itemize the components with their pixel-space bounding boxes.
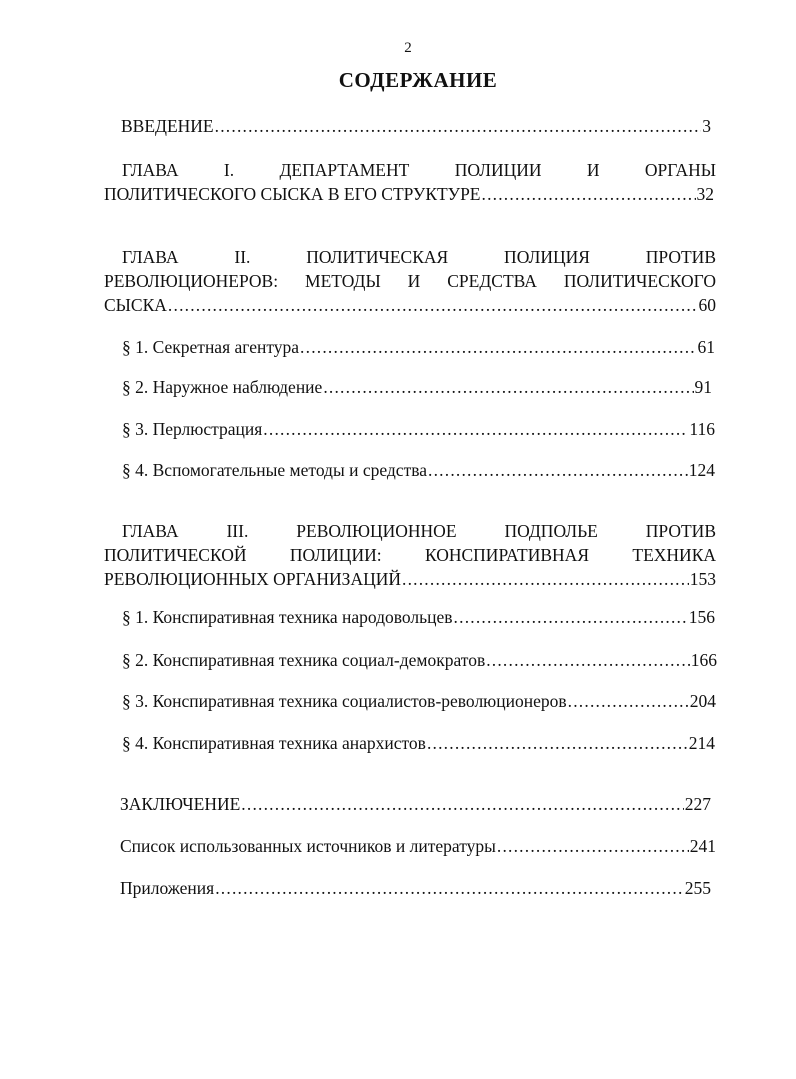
page-title: СОДЕРЖАНИЕ bbox=[338, 68, 498, 92]
toc-chapter-2-line3: СЫСКА bbox=[104, 295, 167, 315]
toc-intro-label: ВВЕДЕНИЕ bbox=[121, 116, 214, 136]
toc-section bbox=[122, 335, 715, 359]
toc-conclusion-label: ЗАКЛЮЧЕНИЕ bbox=[120, 794, 241, 814]
dot-leader bbox=[215, 114, 702, 138]
toc-section-page: 214 bbox=[688, 733, 715, 753]
dot-leader bbox=[241, 792, 683, 816]
toc-section-page: 124 bbox=[688, 460, 715, 480]
dot-leader bbox=[486, 648, 690, 672]
toc-section-label: § 2. Конспиративная техника социал-демократов bbox=[122, 650, 486, 670]
toc-chapter-3-line3: РЕВОЛЮЦИОННЫХ ОРГАНИЗАЦИЙ bbox=[104, 569, 401, 589]
toc-chapter-1-line2: ПОЛИТИЧЕСКОГО СЫСКА В ЕГО СТРУКТУРЕ bbox=[104, 184, 481, 204]
dot-leader bbox=[168, 293, 698, 317]
toc-chapter-1-line1: ГЛАВА I. ДЕПАРТАМЕНТ ПОЛИЦИИ И ОРГАНЫ bbox=[122, 160, 716, 180]
dot-leader bbox=[482, 182, 696, 206]
dot-leader bbox=[263, 417, 688, 441]
toc-section-label: § 3. Конспиративная техника социалистов-революционеров bbox=[122, 691, 567, 711]
toc-intro bbox=[121, 114, 711, 138]
dot-leader bbox=[428, 458, 688, 482]
toc-intro-page: 3 bbox=[702, 116, 711, 136]
toc-chapter-2-line2: РЕВОЛЮЦИОНЕРОВ: МЕТОДЫ И СРЕДСТВА ПОЛИТИЧЕСКОГО bbox=[104, 271, 716, 291]
toc-chapter-1 bbox=[104, 158, 716, 206]
toc-sources-page: 241 bbox=[689, 836, 716, 856]
toc-section bbox=[122, 417, 715, 441]
toc-section-page: 91 bbox=[694, 377, 712, 397]
toc-sources-label: Список использованных источников и литературы bbox=[120, 836, 496, 856]
dot-leader bbox=[323, 375, 693, 399]
toc-conclusion-page: 227 bbox=[684, 794, 711, 814]
toc-chapter-3-line2: ПОЛИТИЧЕСКОЙ ПОЛИЦИИ: КОНСПИРАТИВНАЯ ТЕХНИКА bbox=[104, 545, 716, 565]
toc-section-label: § 4. Конспиративная техника анархистов bbox=[122, 733, 426, 753]
dot-leader bbox=[568, 689, 689, 713]
toc-section-page: 166 bbox=[690, 650, 717, 670]
toc-section bbox=[122, 375, 712, 399]
toc-section bbox=[122, 605, 715, 629]
toc-section bbox=[122, 731, 715, 755]
toc-section-label: § 4. Вспомогательные методы и средства bbox=[122, 460, 428, 480]
toc-section-page: 156 bbox=[688, 607, 715, 627]
toc-chapter-1-page: 32 bbox=[696, 184, 714, 204]
dot-leader bbox=[454, 605, 688, 629]
toc-chapter-2-page: 60 bbox=[698, 295, 716, 315]
toc-section-page: 116 bbox=[689, 419, 715, 439]
toc-chapter-3-page: 153 bbox=[689, 569, 716, 589]
toc-section-label: § 3. Перлюстрация bbox=[122, 419, 263, 439]
dot-leader bbox=[215, 876, 684, 900]
toc-section-label: § 1. Секретная агентура bbox=[122, 337, 300, 357]
toc-appendix bbox=[120, 876, 711, 900]
toc-section-label: § 2. Наружное наблюдение bbox=[122, 377, 323, 397]
toc-chapter-2-line1: ГЛАВА II. ПОЛИТИЧЕСКАЯ ПОЛИЦИЯ ПРОТИВ bbox=[122, 247, 716, 267]
dot-leader bbox=[427, 731, 688, 755]
toc-section bbox=[122, 689, 716, 713]
toc-conclusion bbox=[120, 792, 711, 816]
dot-leader bbox=[402, 567, 689, 591]
toc-sources bbox=[120, 834, 716, 858]
toc-chapter-3-line1: ГЛАВА III. РЕВОЛЮЦИОННОЕ ПОДПОЛЬЕ ПРОТИВ bbox=[122, 521, 716, 541]
toc-chapter-2 bbox=[104, 245, 716, 317]
toc-appendix-label: Приложения bbox=[120, 878, 215, 898]
page-number: 2 bbox=[404, 40, 412, 56]
toc-section bbox=[122, 458, 715, 482]
toc-section-page: 204 bbox=[689, 691, 716, 711]
toc-chapter-3 bbox=[104, 519, 716, 591]
toc-section bbox=[122, 648, 717, 672]
toc-appendix-page: 255 bbox=[684, 878, 711, 898]
dot-leader bbox=[497, 834, 689, 858]
toc-section-page: 61 bbox=[697, 337, 715, 357]
toc-section-label: § 1. Конспиративная техника народовольцев bbox=[122, 607, 453, 627]
dot-leader bbox=[300, 335, 696, 359]
